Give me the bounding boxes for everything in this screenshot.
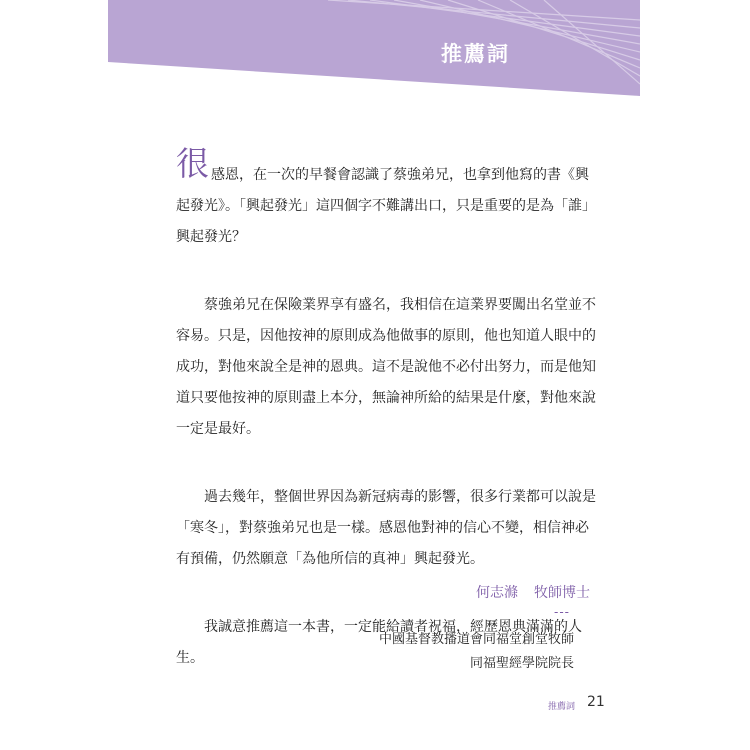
dropcap: 很	[176, 144, 209, 183]
paragraph: 我誠意推薦這一本書，一定能給讀者祝福，經歷恩典滿滿的人生。	[176, 619, 582, 666]
signature-position-2: 同福聖經學院院長	[469, 656, 574, 671]
signature-title: 牧師博士	[534, 585, 590, 601]
page-number: 21	[587, 694, 605, 710]
signature-position-1: 中國基督教播道會同福堂創堂牧師	[378, 632, 574, 647]
signature-name: 何志滌	[476, 585, 518, 601]
footer-section-label: 推薦詞	[548, 702, 576, 712]
header-band	[108, 0, 640, 96]
paragraph	[176, 144, 596, 253]
paragraph-text: 感恩，在一次的早餐會認識了蔡強弟兄，也拿到他寫的書《興起發光》。「興起發光」這四個字不難講出口，只是重要的是為「誰」興起發光？	[176, 167, 596, 245]
signature-dash: ---	[554, 605, 570, 619]
paragraph: 過去幾年，整個世界因為新冠病毒的影響，很多行業都可以說是「寒冬」，對蔡強弟兄也是一樣。感恩他對神的信心不變，相信神必有預備，仍然願意「為他所信的真神」興起發光。	[176, 489, 596, 567]
header-band-shape	[108, 0, 640, 96]
signature	[440, 582, 590, 602]
paragraph: 蔡強弟兄在保險業界享有盛名，我相信在這業界要闖出名堂並不容易。只是，因他按神的原則成為他做事的原則，他也知道人眼中的成功，對他來說全是神的恩典。這不是說他不必付出努力，而是他知道只要他按神的原則盡上本分，無論神所給的結果是什麼，對他來說一定是最好。	[176, 297, 596, 437]
page-title: 推薦詞	[441, 42, 510, 66]
